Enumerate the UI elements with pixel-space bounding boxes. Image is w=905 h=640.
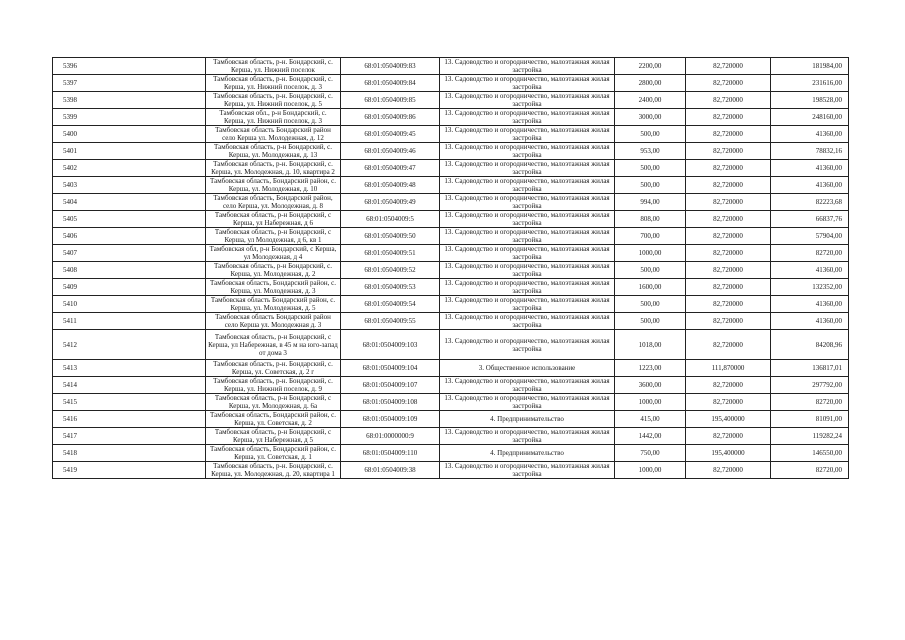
land-use-cell: 4. Предпринимательство — [440, 411, 615, 428]
rate-cell: 82,720000 — [686, 228, 771, 245]
rate-cell: 82,720000 — [686, 126, 771, 143]
row-number-cell: 5417 — [53, 428, 206, 445]
cadastral-value-cell: 231616,00 — [771, 75, 849, 92]
row-number-cell: 5398 — [53, 92, 206, 109]
cadastral-value-cell: 119282,24 — [771, 428, 849, 445]
address-cell: Тамбовская область, Бондарский район, с. Керша, ул. Советская, д. 2 — [206, 411, 341, 428]
area-cell: 500,00 — [615, 177, 686, 194]
cadastral-number-cell: 68:01:0504009:108 — [341, 394, 440, 411]
row-number-cell: 5413 — [53, 360, 206, 377]
area-cell: 1223,00 — [615, 360, 686, 377]
address-cell: Тамбовская область, Бондарский район, с. Керша, ул. Молодежная, д. 10 — [206, 177, 341, 194]
cadastral-value-cell: 136817,01 — [771, 360, 849, 377]
cadastral-number-cell: 68:01:0504009:47 — [341, 160, 440, 177]
area-cell: 994,00 — [615, 194, 686, 211]
cadastral-value-cell: 82720,00 — [771, 245, 849, 262]
address-cell: Тамбовская область, Бондарский район, село Керша, ул. Молодежная, д. 8 — [206, 194, 341, 211]
table-row — [53, 296, 849, 313]
rate-cell: 82,720000 — [686, 211, 771, 228]
row-number-cell: 5408 — [53, 262, 206, 279]
area-cell: 1000,00 — [615, 394, 686, 411]
rate-cell: 82,720000 — [686, 160, 771, 177]
cadastral-value-cell: 297792,00 — [771, 377, 849, 394]
row-number-cell: 5400 — [53, 126, 206, 143]
cadastral-value-cell: 82720,00 — [771, 394, 849, 411]
land-use-cell: 13. Садоводство и огородничество, малоэтажная жилая застройка — [440, 262, 615, 279]
area-cell: 1000,00 — [615, 462, 686, 479]
table-row — [53, 313, 849, 330]
address-cell: Тамбовская область Бондарский район, с. Керша, ул. Молодежная, д. 5 — [206, 296, 341, 313]
address-cell: Тамбовская область, р-н. Бондарский, с. Керша, ул. Нижний поселок, д. 3 — [206, 75, 341, 92]
address-cell: Тамбовская область, р-н Бондарский, с Керша, ул Набережная, д 6 — [206, 211, 341, 228]
row-number-cell: 5407 — [53, 245, 206, 262]
rate-cell: 82,720000 — [686, 143, 771, 160]
rate-cell: 82,720000 — [686, 194, 771, 211]
row-number-cell: 5406 — [53, 228, 206, 245]
cadastral-value-cell: 84208,96 — [771, 330, 849, 360]
row-number-cell: 5410 — [53, 296, 206, 313]
row-number-cell: 5411 — [53, 313, 206, 330]
land-use-cell: 3. Общественное использование — [440, 360, 615, 377]
address-cell: Тамбовская обл, р-н Бондарский, с Керша, ул Молодежная, д 4 — [206, 245, 341, 262]
area-cell: 2200,00 — [615, 58, 686, 75]
address-cell: Тамбовская область, Бондарский район, с. Керша, ул. Молодежная, д. 3 — [206, 279, 341, 296]
land-use-cell: 13. Садоводство и огородничество, малоэтажная жилая застройка — [440, 211, 615, 228]
rate-cell: 82,720000 — [686, 92, 771, 109]
cadastral-number-cell: 68:01:0504009:45 — [341, 126, 440, 143]
row-number-cell: 5412 — [53, 330, 206, 360]
cadastral-value-cell: 41360,00 — [771, 296, 849, 313]
table-row — [53, 58, 849, 75]
area-cell: 1000,00 — [615, 245, 686, 262]
table-row — [53, 75, 849, 92]
address-cell: Тамбовская область, Бондарский район, с. Керша, ул. Советская, д. 1 — [206, 445, 341, 462]
cadastral-number-cell: 68:01:0504009:51 — [341, 245, 440, 262]
area-cell: 700,00 — [615, 228, 686, 245]
cadastral-number-cell: 68:01:0504009:55 — [341, 313, 440, 330]
cadastral-value-table — [52, 57, 849, 479]
area-cell: 500,00 — [615, 126, 686, 143]
row-number-cell: 5404 — [53, 194, 206, 211]
cadastral-value-cell: 181984,00 — [771, 58, 849, 75]
rate-cell: 82,720000 — [686, 313, 771, 330]
land-use-cell: 13. Садоводство и огородничество, малоэтажная жилая застройка — [440, 245, 615, 262]
table-row — [53, 279, 849, 296]
cadastral-number-cell: 68:01:0504009:84 — [341, 75, 440, 92]
cadastral-value-cell: 41360,00 — [771, 160, 849, 177]
cadastral-number-cell: 68:01:0504009:46 — [341, 143, 440, 160]
row-number-cell: 5409 — [53, 279, 206, 296]
cadastral-value-cell: 66837,76 — [771, 211, 849, 228]
cadastral-number-cell: 68:01:0504009:49 — [341, 194, 440, 211]
area-cell: 2800,00 — [615, 75, 686, 92]
cadastral-number-cell: 68:01:0504009:83 — [341, 58, 440, 75]
table-row — [53, 262, 849, 279]
area-cell: 1018,00 — [615, 330, 686, 360]
land-use-cell: 13. Садоводство и огородничество, малоэтажная жилая застройка — [440, 58, 615, 75]
cadastral-number-cell: 68:01:0504009:50 — [341, 228, 440, 245]
rate-cell: 82,720000 — [686, 462, 771, 479]
row-number-cell: 5401 — [53, 143, 206, 160]
address-cell: Тамбовская область, р-н Бондарский, с Керша, ул Набережная, д 5 — [206, 428, 341, 445]
row-number-cell: 5396 — [53, 58, 206, 75]
table-row — [53, 462, 849, 479]
land-use-cell: 13. Садоводство и огородничество, малоэтажная жилая застройка — [440, 75, 615, 92]
row-number-cell: 5403 — [53, 177, 206, 194]
rate-cell: 82,720000 — [686, 245, 771, 262]
cadastral-value-cell: 132352,00 — [771, 279, 849, 296]
cadastral-number-cell: 68:01:0504009:103 — [341, 330, 440, 360]
row-number-cell: 5405 — [53, 211, 206, 228]
rate-cell: 195,400000 — [686, 411, 771, 428]
cadastral-value-cell: 82720,00 — [771, 462, 849, 479]
cadastral-value-cell: 41360,00 — [771, 313, 849, 330]
area-cell: 500,00 — [615, 160, 686, 177]
area-cell: 500,00 — [615, 313, 686, 330]
rate-cell: 195,400000 — [686, 445, 771, 462]
cadastral-value-cell: 198528,00 — [771, 92, 849, 109]
cadastral-number-cell: 68:01:0504009:48 — [341, 177, 440, 194]
land-use-cell: 13. Садоводство и огородничество, малоэтажная жилая застройка — [440, 428, 615, 445]
address-cell: Тамбовская область, р-н Бондарский, с Керша, ул. Молодежная, д. 6а — [206, 394, 341, 411]
table-row — [53, 92, 849, 109]
area-cell: 500,00 — [615, 296, 686, 313]
cadastral-number-cell: 68:01:0504009:110 — [341, 445, 440, 462]
cadastral-value-cell: 78832,16 — [771, 143, 849, 160]
table-row — [53, 377, 849, 394]
table-row — [53, 330, 849, 360]
land-use-cell: 13. Садоводство и огородничество, малоэтажная жилая застройка — [440, 143, 615, 160]
table-row — [53, 160, 849, 177]
address-cell: Тамбовская область, р-н Бондарский, с. Керша, ул. Молодежная, д. 13 — [206, 143, 341, 160]
table-row — [53, 411, 849, 428]
cadastral-value-cell: 41360,00 — [771, 177, 849, 194]
table-row — [53, 394, 849, 411]
land-use-cell: 13. Садоводство и огородничество, малоэтажная жилая застройка — [440, 160, 615, 177]
cadastral-value-cell: 248160,00 — [771, 109, 849, 126]
rate-cell: 82,720000 — [686, 177, 771, 194]
cadastral-value-cell: 82223,68 — [771, 194, 849, 211]
table-row — [53, 177, 849, 194]
land-use-cell: 13. Садоводство и огородничество, малоэтажная жилая застройка — [440, 92, 615, 109]
address-cell: Тамбовская область, р-н Бондарский, с Керша, ул Набережная, в 45 м на юго-запад от дома 3 — [206, 330, 341, 360]
land-use-cell: 13. Садоводство и огородничество, малоэтажная жилая застройка — [440, 194, 615, 211]
land-use-cell: 13. Садоводство и огородничество, малоэтажная жилая застройка — [440, 228, 615, 245]
cadastral-value-cell: 57904,00 — [771, 228, 849, 245]
land-use-cell: 4. Предпринимательство — [440, 445, 615, 462]
rate-cell: 82,720000 — [686, 330, 771, 360]
address-cell: Тамбовская область, р-н. Бондарский, с. Керша, ул. Нижний поселок, д. 9 — [206, 377, 341, 394]
land-use-cell: 13. Садоводство и огородничество, малоэтажная жилая застройка — [440, 313, 615, 330]
land-use-cell: 13. Садоводство и огородничество, малоэтажная жилая застройка — [440, 109, 615, 126]
address-cell: Тамбовская область, р-н Бондарский, с Керша, ул Молодежная, д 6, кв 1 — [206, 228, 341, 245]
table-row — [53, 211, 849, 228]
cadastral-number-cell: 68:01:0504009:86 — [341, 109, 440, 126]
address-cell: Тамбовская область, р-н. Бондарский, с. Керша, ул. Молодежная, д. 10, квартира 2 — [206, 160, 341, 177]
cadastral-number-cell: 68:01:0504009:5 — [341, 211, 440, 228]
cadastral-value-cell: 41360,00 — [771, 262, 849, 279]
row-number-cell: 5397 — [53, 75, 206, 92]
row-number-cell: 5399 — [53, 109, 206, 126]
cadastral-value-cell: 146550,00 — [771, 445, 849, 462]
land-use-cell: 13. Садоводство и огородничество, малоэтажная жилая застройка — [440, 126, 615, 143]
rate-cell: 82,720000 — [686, 279, 771, 296]
land-use-cell: 13. Садоводство и огородничество, малоэтажная жилая застройка — [440, 296, 615, 313]
rate-cell: 82,720000 — [686, 428, 771, 445]
row-number-cell: 5414 — [53, 377, 206, 394]
cadastral-number-cell: 68:01:0504009:104 — [341, 360, 440, 377]
cadastral-number-cell: 68:01:0504009:52 — [341, 262, 440, 279]
table-body — [53, 58, 849, 479]
cadastral-value-cell: 41360,00 — [771, 126, 849, 143]
land-use-cell: 13. Садоводство и огородничество, малоэтажная жилая застройка — [440, 462, 615, 479]
land-use-cell: 13. Садоводство и огородничество, малоэтажная жилая застройка — [440, 330, 615, 360]
rate-cell: 82,720000 — [686, 296, 771, 313]
area-cell: 808,00 — [615, 211, 686, 228]
cadastral-value-cell: 81091,00 — [771, 411, 849, 428]
cadastral-number-cell: 68:01:0504009:38 — [341, 462, 440, 479]
area-cell: 3600,00 — [615, 377, 686, 394]
table-row — [53, 245, 849, 262]
table-row — [53, 228, 849, 245]
area-cell: 750,00 — [615, 445, 686, 462]
address-cell: Тамбовская обл., р-н Бондарский, с. Керша, ул. Нижний поселок, д. 3 — [206, 109, 341, 126]
row-number-cell: 5415 — [53, 394, 206, 411]
address-cell: Тамбовская область Бондарский район село Керша ул. Молодежная, д. 12 — [206, 126, 341, 143]
cadastral-number-cell: 68:01:0000000:9 — [341, 428, 440, 445]
rate-cell: 82,720000 — [686, 109, 771, 126]
rate-cell: 82,720000 — [686, 262, 771, 279]
area-cell: 3000,00 — [615, 109, 686, 126]
land-use-cell: 13. Садоводство и огородничество, малоэтажная жилая застройка — [440, 394, 615, 411]
row-number-cell: 5416 — [53, 411, 206, 428]
table-row — [53, 143, 849, 160]
cadastral-number-cell: 68:01:0504009:54 — [341, 296, 440, 313]
row-number-cell: 5419 — [53, 462, 206, 479]
address-cell: Тамбовская область, р-н. Бондарский, с. Керша, ул. Молодежная, д. 20, квартира 1 — [206, 462, 341, 479]
rate-cell: 111,870000 — [686, 360, 771, 377]
land-use-cell: 13. Садоводство и огородничество, малоэтажная жилая застройка — [440, 279, 615, 296]
area-cell: 415,00 — [615, 411, 686, 428]
table-row — [53, 126, 849, 143]
table-row — [53, 428, 849, 445]
area-cell: 1600,00 — [615, 279, 686, 296]
address-cell: Тамбовская область, р-н. Бондарский, с. Керша, ул. Нижний поселок — [206, 58, 341, 75]
rate-cell: 82,720000 — [686, 75, 771, 92]
address-cell: Тамбовская область, р-н Бондарский, с. Керша, ул. Молодежная, д. 2 — [206, 262, 341, 279]
rate-cell: 82,720000 — [686, 58, 771, 75]
land-use-cell: 13. Садоводство и огородничество, малоэтажная жилая застройка — [440, 177, 615, 194]
table-row — [53, 445, 849, 462]
rate-cell: 82,720000 — [686, 394, 771, 411]
area-cell: 953,00 — [615, 143, 686, 160]
cadastral-number-cell: 68:01:0504009:53 — [341, 279, 440, 296]
address-cell: Тамбовская область, р-н. Бондарский, с. Керша, ул. Нижний поселок, д. 5 — [206, 92, 341, 109]
area-cell: 500,00 — [615, 262, 686, 279]
address-cell: Тамбовская область Бондарский район село Керша ул. Молодежная д. 3 — [206, 313, 341, 330]
cadastral-number-cell: 68:01:0504009:85 — [341, 92, 440, 109]
area-cell: 2400,00 — [615, 92, 686, 109]
address-cell: Тамбовская область, р-н. Бондарский, с. Керша, ул. Советская, д. 2 г — [206, 360, 341, 377]
row-number-cell: 5402 — [53, 160, 206, 177]
cadastral-number-cell: 68:01:0504009:109 — [341, 411, 440, 428]
table-row — [53, 194, 849, 211]
table-row — [53, 360, 849, 377]
area-cell: 1442,00 — [615, 428, 686, 445]
row-number-cell: 5418 — [53, 445, 206, 462]
land-use-cell: 13. Садоводство и огородничество, малоэтажная жилая застройка — [440, 377, 615, 394]
cadastral-number-cell: 68:01:0504009:107 — [341, 377, 440, 394]
table-row — [53, 109, 849, 126]
rate-cell: 82,720000 — [686, 377, 771, 394]
